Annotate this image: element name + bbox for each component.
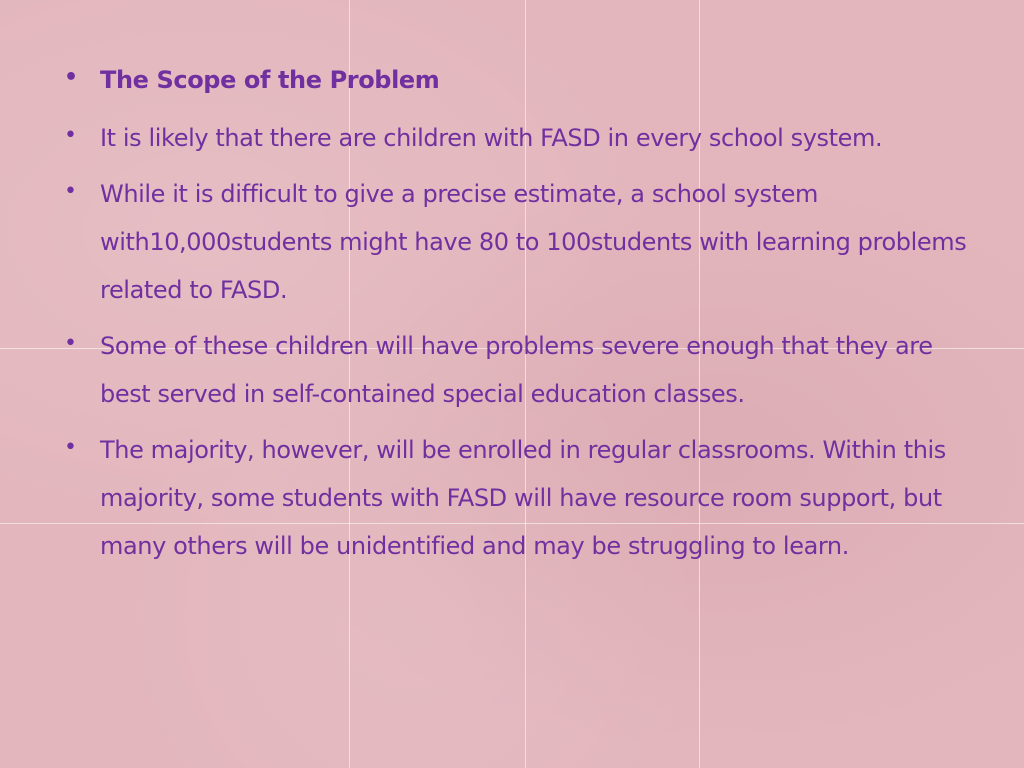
bullet-icon: • bbox=[64, 331, 77, 356]
bullet-text: While it is difficult to give a precise estimate, a school system with10,000students might have 80 to 100students with learning problems related to FASD. bbox=[100, 180, 967, 304]
bullet-item-heading bbox=[58, 56, 978, 104]
bullet-item bbox=[58, 114, 978, 162]
bullet-icon: • bbox=[64, 65, 78, 90]
bullet-text: The Scope of the Problem bbox=[100, 66, 440, 94]
bullet-text: It is likely that there are children with FASD in every school system. bbox=[100, 124, 883, 152]
bullet-item bbox=[58, 426, 978, 570]
bullet-text: Some of these children will have problems severe enough that they are best served in self-contained special education classes. bbox=[100, 332, 933, 408]
bullet-text: The majority, however, will be enrolled in regular classrooms. Within this majority, some students with FASD will have resource room support, but many others will be unidentified and may be struggling to learn. bbox=[100, 436, 946, 560]
bullet-icon: • bbox=[64, 179, 77, 204]
bullet-list bbox=[58, 56, 978, 570]
bullet-icon: • bbox=[64, 123, 77, 148]
slide-body bbox=[58, 56, 978, 578]
bullet-item bbox=[58, 322, 978, 418]
bullet-icon: • bbox=[64, 435, 77, 460]
bullet-item bbox=[58, 170, 978, 314]
